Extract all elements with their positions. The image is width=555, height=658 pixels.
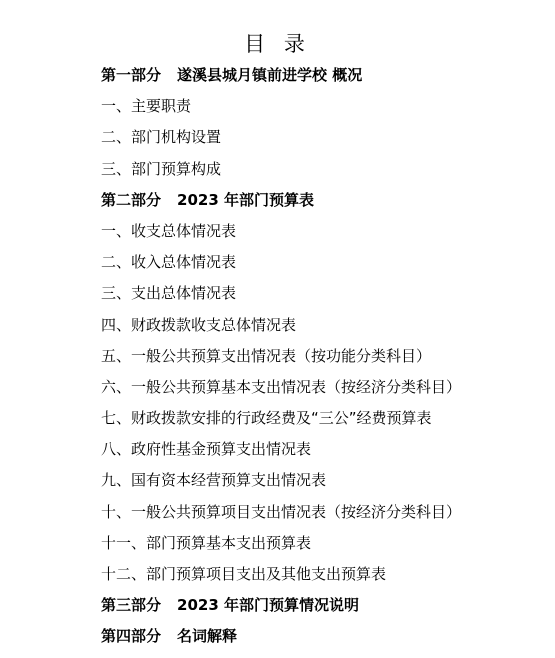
toc-part-3[interactable] xyxy=(101,594,545,625)
part-number: 第一部分 xyxy=(101,66,162,84)
part-number: 第三部分 xyxy=(101,596,162,615)
part-title: 名词解释 xyxy=(177,627,238,646)
toc-item[interactable]: 十二、部门预算项目支出及其他支出预算表 xyxy=(101,565,387,583)
part-number: 第四部分 xyxy=(101,627,162,646)
table-of-contents xyxy=(101,64,545,657)
part-number: 第二部分 xyxy=(101,190,162,209)
part-title: 2023 年部门预算情况说明 xyxy=(177,596,359,615)
page-title: 目 录 xyxy=(244,32,311,56)
part-title: 遂溪县城月镇前进学校 概况 xyxy=(177,66,363,84)
part-title: 2023 年部门预算表 xyxy=(177,190,314,209)
toc-item[interactable]: 七、财政拨款安排的行政经费及“三公”经费预算表 xyxy=(101,409,432,428)
toc-item[interactable]: 六、一般公共预算基本支出情况表（按经济分类科目） xyxy=(101,377,462,396)
toc-part-4[interactable] xyxy=(101,625,545,656)
toc-item[interactable]: 九、国有资本经营预算支出情况表 xyxy=(101,471,327,490)
toc-item[interactable]: 三、支出总体情况表 xyxy=(101,284,237,303)
toc-item[interactable]: 一、收支总体情况表 xyxy=(101,221,237,240)
toc-part-2[interactable] xyxy=(101,189,545,220)
toc-item[interactable]: 二、部门机构设置 xyxy=(101,128,222,147)
toc-item[interactable]: 八、政府性基金预算支出情况表 xyxy=(101,440,312,459)
toc-item[interactable]: 十一、部门预算基本支出预算表 xyxy=(101,533,312,552)
toc-item[interactable]: 三、部门预算构成 xyxy=(101,159,222,178)
toc-part-1[interactable] xyxy=(101,64,545,95)
toc-item[interactable]: 二、收入总体情况表 xyxy=(101,253,237,272)
toc-item[interactable]: 五、一般公共预算支出情况表（按功能分类科目） xyxy=(101,346,432,365)
toc-item[interactable]: 四、财政拨款收支总体情况表 xyxy=(101,315,297,334)
toc-item[interactable]: 一、主要职责 xyxy=(101,97,192,116)
toc-item[interactable]: 十、一般公共预算项目支出情况表（按经济分类科目） xyxy=(101,502,462,521)
